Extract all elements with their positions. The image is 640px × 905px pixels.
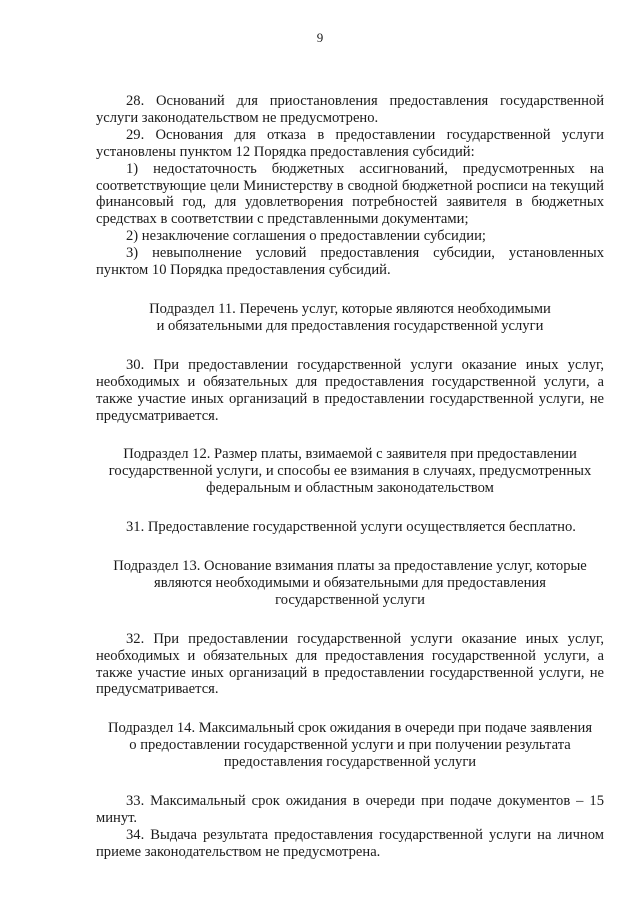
heading-line: являются необходимыми и обязательными для предоставления: [154, 574, 546, 591]
paragraph-29-item-1: 1) недостаточность бюджетных ассигнований, предусмотренных на соответствующие цели Министерству в сводной бюджетной росписи на текущий финансовый год, для удовлетворения потребностей заявителя в бюджетных средствах в соответствии с представленными документами;: [96, 160, 604, 228]
paragraph-33: 33. Максимальный срок ожидания в очереди при подаче документов – 15 минут.: [96, 793, 604, 826]
heading-line: Подраздел 13. Основание взимания платы за предоставление услуг, которые: [113, 558, 587, 575]
paragraph-32: 32. При предоставлении государственной услуги оказание иных услуг, необходимых и обязательных для предоставления государственной услуги, а также участие иных организаций в предоставлении государственной услуги, не предусматривается.: [96, 630, 604, 698]
subsection-11-heading: [96, 301, 604, 335]
subsection-13-heading: [96, 558, 604, 609]
heading-line: государственной услуги: [275, 591, 425, 608]
paragraph-28: 28. Оснований для приостановления предоставления государственной услуги законодательством не предусмотрено.: [96, 93, 604, 126]
heading-line: государственной услуги, и способы ее взимания в случаях, предусмотренных: [108, 463, 592, 480]
heading-line: федеральным и областным законодательством: [206, 480, 494, 497]
heading-line: предоставления государственной услуги: [223, 754, 477, 771]
heading-line: Подраздел 11. Перечень услуг, которые являются необходимыми: [149, 300, 551, 317]
paragraph-34: 34. Выдача результата предоставления государственной услуги на личном приеме законодательством не предусмотрена.: [96, 826, 604, 860]
paragraph-30: 30. При предоставлении государственной услуги оказание иных услуг, необходимых и обязательных для предоставления государственной услуги, а также участие иных организаций в предоставлении государственной услуги, не предусматривается.: [96, 356, 604, 424]
heading-line: о предоставлении государственной услуги и при получении результата: [129, 737, 571, 754]
page-number: 9: [316, 30, 324, 45]
subsection-12-heading: [96, 446, 604, 497]
paragraph-29-item-3: 3) невыполнение условий предоставления субсидии, установленных пунктом 10 Порядка предоставления субсидий.: [96, 245, 604, 279]
page-content: [96, 93, 604, 861]
heading-line: Подраздел 14. Максимальный срок ожидания в очереди при подаче заявления: [107, 720, 593, 737]
paragraph-31: 31. Предоставление государственной услуги осуществляется бесплатно.: [126, 519, 576, 536]
subsection-14-heading: [96, 720, 604, 771]
paragraph-29: 29. Основания для отказа в предоставлении государственной услуги установлены пунктом 12 Порядка предоставления субсидий:: [96, 126, 604, 160]
heading-line: Подраздел 12. Размер платы, взимаемой с заявителя при предоставлении: [123, 446, 577, 463]
heading-line: и обязательными для предоставления государственной услуги: [156, 317, 544, 334]
paragraph-29-item-2: 2) незаключение соглашения о предоставлении субсидии;: [126, 228, 486, 245]
